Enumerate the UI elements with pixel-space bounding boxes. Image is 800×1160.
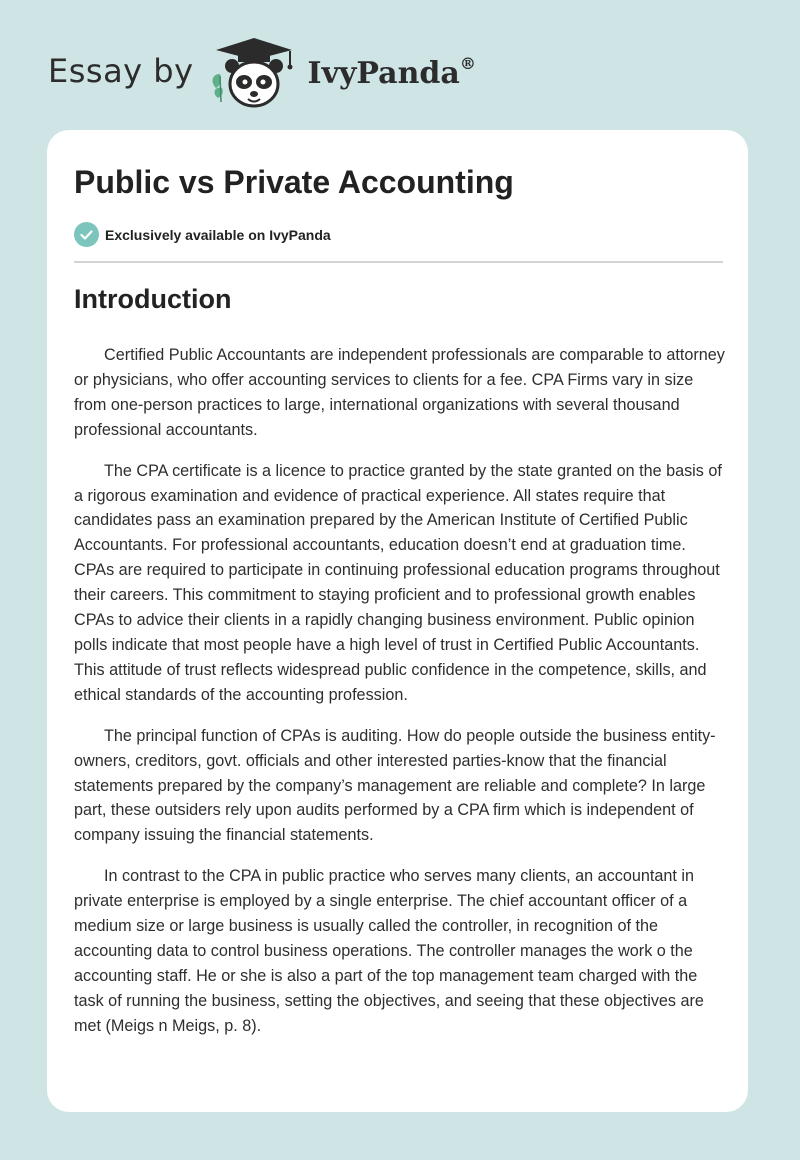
body-paragraph: The principal function of CPAs is auditing. How do people outside the business entity-owners, creditors, govt. officials and other interested parties-know that the financial statements prepared by the company’s management are reliable and complete? In large part, these outsiders rely upon audits performed by a CPA firm which is independent of company issuing the financial statements. — [74, 726, 716, 845]
exclusive-badge-label: Exclusively available on IvyPanda — [105, 226, 331, 243]
body-paragraph: In contrast to the CPA in public practice who serves many clients, an accountant in private enterprise is employed by a single enterprise. The chief accountant officer of a medium size or large business is usually called the controller, in recognition of the accounting data to control business operations. The controller manages the work o the accounting staff. He or she is also a part of the top management team charged with the task of running the business, setting the objectives, and seeing that these objectives are met (Meigs n Meigs, p. 8). — [74, 867, 704, 1035]
exclusive-badge — [74, 222, 331, 247]
brand-name[interactable] — [307, 53, 476, 91]
brand-text: IvyPanda — [307, 55, 460, 91]
essay-card — [47, 130, 748, 1112]
ivypanda-logo-icon[interactable] — [208, 36, 300, 110]
registered-mark: ® — [459, 53, 476, 73]
essay-body — [74, 343, 726, 1055]
page-title: Public vs Private Accounting — [74, 164, 514, 200]
title-divider — [74, 261, 723, 263]
body-paragraph: Certified Public Accountants are independent professionals are comparable to attorney or physicians, who offer accounting services to clients for a fee. CPA Firms vary in size from one-person practices to large, international organizations with several thousand professional accountants. — [74, 346, 725, 439]
check-circle-icon — [74, 222, 99, 247]
section-heading-introduction: Introduction — [74, 284, 232, 314]
ivy-leaf-icon — [212, 74, 222, 102]
essay-by-label: Essay by — [48, 52, 194, 90]
site-header — [48, 36, 476, 110]
body-paragraph: The CPA certificate is a licence to practice granted by the state granted on the basis of a rigorous examination and evidence of practical experience. All states require that candidates pass an examination prepared by the American Institute of Certified Public Accountants. For professional accountants, education doesn’t end at graduation time. CPAs are required to participate in continuing professional education programs throughout their careers. This commitment to staying proficient and to professional growth enables CPAs to advice their clients in a rapidly changing business environment. Public opinion polls indicate that most people have a high level of trust in Certified Public Accountants. This attitude of trust reflects widespread public confidence in the competence, skills, and ethical standards of the accounting profession. — [74, 461, 722, 704]
